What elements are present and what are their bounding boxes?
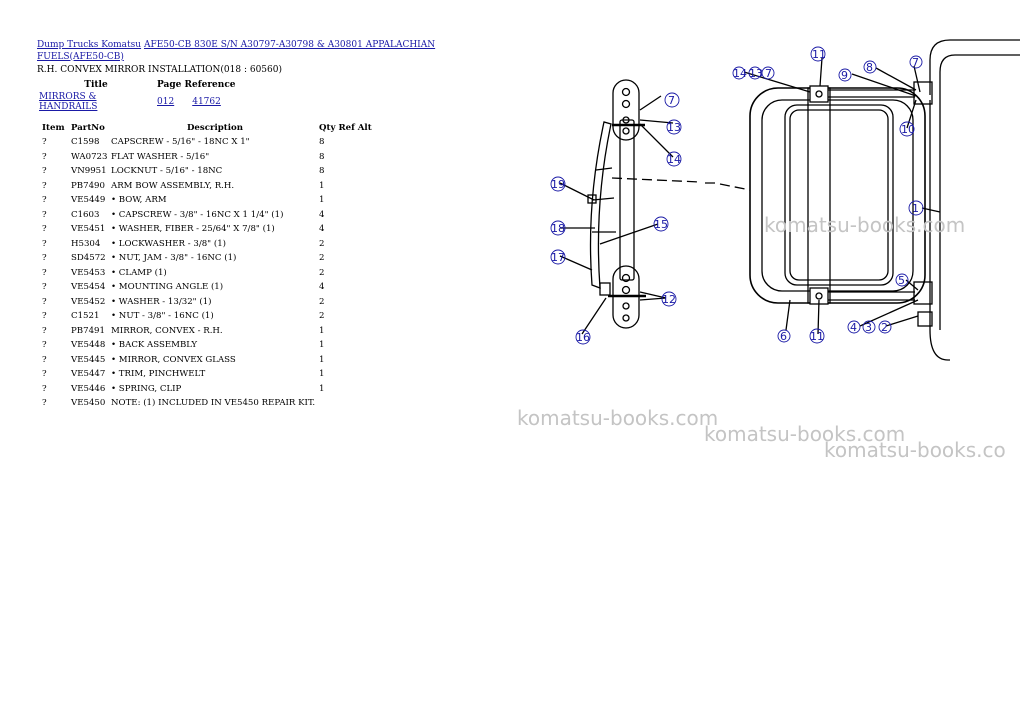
parts-table (37, 121, 372, 411)
header-ref: Ref (338, 123, 355, 133)
row-qty: 1 (319, 180, 325, 191)
row-part-no: VE5450 (71, 398, 106, 409)
row-description: • MOUNTING ANGLE (1) (111, 282, 224, 293)
parts-diagram (540, 30, 1020, 370)
table-row (37, 135, 372, 150)
watermark: komatsu-books.com (764, 213, 966, 237)
row-qty: 1 (319, 383, 325, 394)
table-row (37, 164, 372, 179)
row-description: • NUT, JAM - 3/8" - 16NC (1) (111, 253, 237, 264)
callout-3: 3 (865, 321, 872, 334)
table-row (37, 251, 372, 266)
callout-5: 5 (898, 274, 905, 287)
row-description: • BOW, ARM (111, 195, 167, 206)
row-qty: 1 (319, 340, 325, 351)
table-row (37, 396, 372, 411)
callout-10: 10 (901, 123, 915, 136)
watermark: komatsu-books.com (704, 422, 906, 446)
reference-page-header: Page Reference (157, 80, 236, 90)
mirror-glass (785, 105, 893, 285)
row-part-no: H5304 (71, 238, 101, 249)
callout-4: 4 (850, 321, 857, 334)
table-row (37, 208, 372, 223)
callout-7-left: 7 (668, 94, 675, 107)
header-qty: Qty (319, 123, 336, 133)
row-item: ? (42, 137, 47, 148)
row-qty: 1 (319, 195, 325, 206)
reference-ref-link[interactable]: 41762 (192, 97, 221, 107)
row-item: ? (42, 195, 47, 206)
row-qty: 2 (319, 296, 325, 307)
callout-11-bottom: 11 (810, 330, 824, 343)
row-part-no: C1603 (71, 209, 100, 220)
header-description: Description (186, 123, 243, 133)
vertical-bow (808, 88, 830, 303)
callout-7-top: 7 (765, 67, 772, 80)
table-row (37, 295, 372, 310)
callout-17: 17 (551, 251, 565, 264)
row-item: ? (42, 238, 47, 249)
row-qty: 4 (319, 209, 325, 220)
row-description: • SPRING, CLIP (111, 383, 182, 394)
reference-page-link[interactable]: 012 (157, 97, 175, 107)
row-item: ? (42, 267, 47, 278)
table-row (37, 353, 372, 368)
row-part-no: C1598 (71, 137, 100, 148)
row-description: • WASHER, FIBER - 25/64" X 7/8" (1) (111, 224, 275, 235)
callout-15: 15 (654, 218, 668, 231)
row-item: ? (42, 369, 47, 380)
row-description: • TRIM, PINCHWELT (111, 369, 206, 380)
row-description: FLAT WASHER - 5/16" (111, 151, 210, 162)
row-description: ARM BOW ASSEMBLY, R.H. (111, 180, 235, 191)
reference-title-link[interactable]: MIRRORS & HANDRAILS (39, 92, 98, 112)
table-row (37, 382, 372, 397)
reference-table (37, 78, 238, 112)
row-part-no: C1521 (71, 311, 100, 322)
callout-14-top: 14 (733, 67, 747, 80)
callout-7-right: 7 (912, 56, 919, 69)
row-qty: 8 (319, 137, 325, 148)
parts-table-header (37, 121, 372, 135)
callout-13-top: 13 (749, 67, 763, 80)
row-qty: 4 (319, 224, 325, 235)
callout-12: 12 (662, 293, 676, 306)
table-row (37, 280, 372, 295)
header-qty-ref-alt (319, 121, 372, 135)
row-description: • LOCKWASHER - 3/8" (1) (111, 238, 227, 249)
row-item: ? (42, 325, 47, 336)
callout-13-left: 13 (667, 121, 681, 134)
row-item: ? (42, 224, 47, 235)
convex-mirror-profile (591, 122, 612, 288)
row-part-no: VE5454 (71, 282, 106, 293)
row-description: • CAPSCREW - 3/8" - 16NC X 1 1/4" (1) (111, 209, 284, 220)
row-part-no: VE5451 (71, 224, 106, 235)
table-row (37, 324, 372, 339)
table-row (37, 266, 372, 281)
row-qty: 2 (319, 267, 325, 278)
row-description: • WASHER - 13/32" (1) (111, 296, 212, 307)
row-item: ? (42, 354, 47, 365)
row-description: CAPSCREW - 5/16" - 18NC X 1" (111, 137, 250, 148)
callout-11-top: 11 (812, 48, 826, 61)
row-part-no: SD4572 (71, 253, 106, 264)
row-item: ? (42, 398, 47, 409)
row-part-no: VE5448 (71, 340, 106, 351)
table-row (37, 237, 372, 252)
row-item: ? (42, 383, 47, 394)
row-item: ? (42, 340, 47, 351)
table-row (37, 309, 372, 324)
row-part-no: WA0723 (71, 151, 108, 162)
watermark: komatsu-books.co (824, 438, 1006, 462)
breadcrumb-link-dump-trucks[interactable]: Dump Trucks Komatsu (37, 40, 142, 50)
row-item: ? (42, 166, 47, 177)
row-qty: 1 (319, 354, 325, 365)
callout-14-left: 14 (667, 153, 681, 166)
row-description: MIRROR, CONVEX - R.H. (111, 325, 223, 336)
row-item: ? (42, 311, 47, 322)
callout-6: 6 (780, 330, 787, 343)
table-row (37, 367, 372, 382)
row-qty: 8 (319, 166, 325, 177)
callout-19: 19 (551, 178, 565, 191)
callout-9: 9 (841, 69, 848, 82)
callout-18: 18 (551, 222, 565, 235)
row-qty: 2 (319, 253, 325, 264)
row-qty: 8 (319, 151, 325, 162)
callout-8: 8 (866, 61, 873, 74)
row-item: ? (42, 180, 47, 191)
row-item: ? (42, 282, 47, 293)
row-item: ? (42, 209, 47, 220)
row-description: • NUT - 3/8" - 16NC (1) (111, 311, 214, 322)
table-row (37, 150, 372, 165)
page-subtitle: R.H. CONVEX MIRROR INSTALLATION(018 : 60560) (37, 65, 282, 75)
row-item: ? (42, 253, 47, 264)
callout-2: 2 (881, 321, 888, 334)
watermark: komatsu-books.com (517, 406, 719, 430)
row-qty: 1 (319, 325, 325, 336)
row-part-no: VE5446 (71, 383, 106, 394)
table-row (37, 338, 372, 353)
reference-title-header: Title (84, 80, 108, 90)
callout-16: 16 (576, 331, 590, 344)
callout-1: 1 (912, 202, 919, 215)
header-item: Item (42, 123, 65, 133)
header-alt: Alt (357, 123, 372, 133)
row-part-no: PB7491 (71, 325, 105, 336)
table-row (37, 222, 372, 237)
row-qty (319, 396, 372, 411)
row-description: • MIRROR, CONVEX GLASS (111, 354, 236, 365)
row-part-no: PB7490 (71, 180, 105, 191)
row-part-no: VE5447 (71, 369, 106, 380)
arm-bow-bar (620, 120, 634, 280)
row-item: ? (42, 151, 47, 162)
row-qty: 4 (319, 282, 325, 293)
breadcrumb (37, 40, 437, 63)
table-row (37, 179, 372, 194)
row-description: • CLAMP (1) (111, 267, 167, 278)
mirror-frame (750, 88, 925, 303)
breadcrumb-link-model[interactable]: AFE50-CB 830E S/N A30797-A30798 & A30801 APPALACHIAN FUELS(AFE50-CB) (37, 40, 436, 62)
row-description: LOCKNUT - 5/16" - 18NC (111, 166, 223, 177)
row-description: • BACK ASSEMBLY (111, 340, 198, 351)
row-qty: 2 (319, 238, 325, 249)
table-row (37, 193, 372, 208)
row-part-no: VE5445 (71, 354, 106, 365)
row-description: NOTE: (1) INCLUDED IN VE5450 REPAIR KIT. (111, 398, 316, 409)
row-qty: 1 (319, 369, 325, 380)
row-qty: 2 (319, 311, 325, 322)
row-part-no: VE5449 (71, 195, 106, 206)
header-part-no: PartNo (71, 123, 105, 133)
row-part-no: VE5453 (71, 267, 106, 278)
row-part-no: VN9951 (71, 166, 107, 177)
row-item: ? (42, 296, 47, 307)
row-part-no: VE5452 (71, 296, 106, 307)
